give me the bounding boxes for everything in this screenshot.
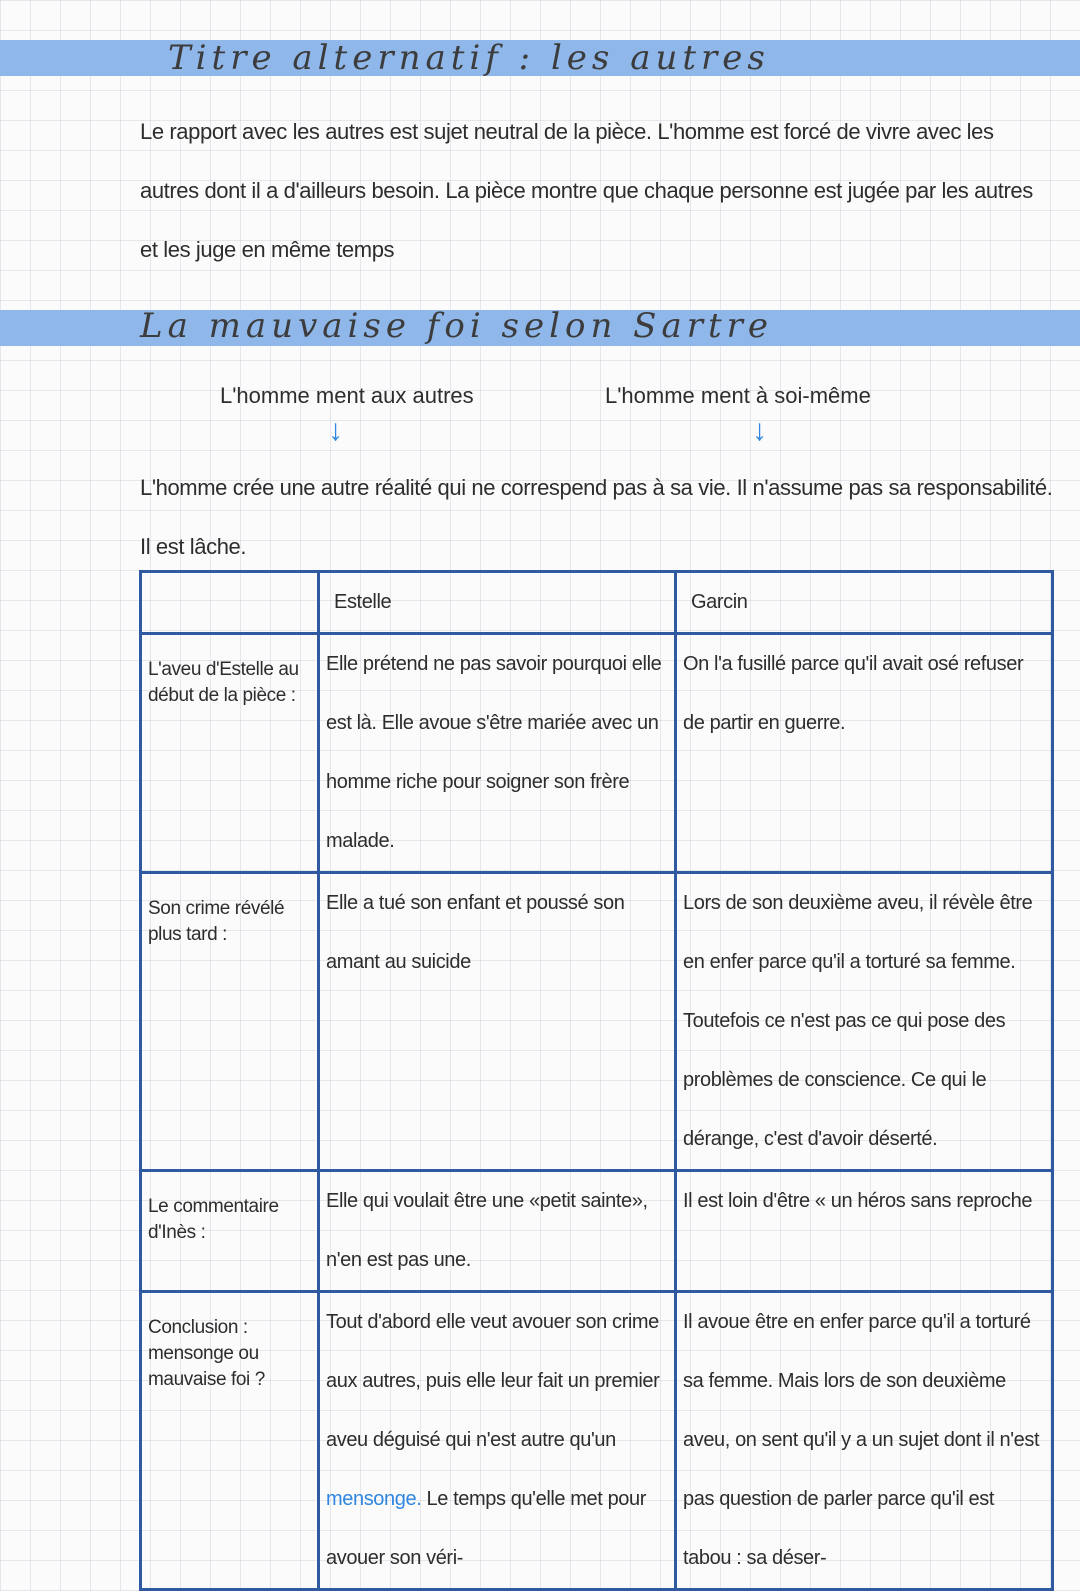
- row-label: Conclusion : mensonge ou mauvaise foi ?: [141, 1292, 319, 1590]
- row-label: Le commentaire d'Inès :: [141, 1171, 319, 1292]
- table-header-row: [141, 572, 1053, 634]
- paragraph-autres: Le rapport avec les autres est sujet neutral de la pièce. L'homme est forcé de vivre avec les autres dont il a d'ailleurs besoin. La pièce montre que chaque personne est jugée par les autres et les juge en même temps: [140, 119, 1033, 262]
- table-row: [141, 1171, 1053, 1292]
- paragraph-mauvaise-foi: L'homme crée une autre réalité qui ne correspend pas à sa vie. Il n'assume pas sa responsabilité. Il est lâche.: [140, 475, 1053, 559]
- branch-right-label: L'homme ment à soi-même: [605, 383, 871, 408]
- cell-estelle: Elle qui voulait être une «petit sainte», n'en est pas une.: [319, 1171, 676, 1292]
- cell-text: Tout d'abord elle veut avouer son crime aux autres, puis elle leur fait un premier aveu déguisé qui n'est autre qu'un: [326, 1311, 660, 1451]
- cell-estelle: Elle prétend ne pas savoir pourquoi elle est là. Elle avoue s'être mariée avec un homme riche pour soigner son frère malade.: [319, 634, 676, 873]
- cell-estelle: [319, 1292, 676, 1590]
- table-header-estelle: Estelle: [319, 572, 676, 634]
- section-title-autres: Titre alternatif : les autres: [168, 38, 770, 78]
- cell-text: Le temps qu'elle met pour avouer son véri-: [326, 1488, 647, 1569]
- section-title-mauvaise-foi: La mauvaise foi selon Sartre: [140, 306, 773, 346]
- cell-garcin: Lors de son deuxième aveu, il révèle être en enfer parce qu'il a torturé sa femme. Toutefois ce n'est pas ce qui pose des problèmes de conscience. Ce qui le dérange, c'est d'avoir déserté.: [676, 873, 1053, 1171]
- table-header-garcin: Garcin: [676, 572, 1053, 634]
- table-header-empty: [141, 572, 319, 634]
- table-row: [141, 634, 1053, 873]
- comparison-table: [139, 570, 1054, 1591]
- cell-estelle: Elle a tué son enfant et poussé son amant au suicide: [319, 873, 676, 1171]
- branch-left-label: L'homme ment aux autres: [220, 383, 474, 408]
- cell-garcin: On l'a fusillé parce qu'il avait osé refuser de partir en guerre.: [676, 634, 1053, 873]
- cell-garcin: Il est loin d'être « un héros sans reproche: [676, 1171, 1053, 1292]
- row-label: L'aveu d'Estelle au début de la pièce :: [141, 634, 319, 873]
- row-label: Son crime révélé plus tard :: [141, 873, 319, 1171]
- cell-garcin: Il avoue être en enfer parce qu'il a torturé sa femme. Mais lors de son deuxième aveu, on sent qu'il y a un sujet dont il n'est pas question de parler parce qu'il est tabou : sa déser-: [676, 1292, 1053, 1590]
- highlighted-word: mensonge.: [326, 1488, 422, 1510]
- table-row: [141, 873, 1053, 1171]
- arrow-down-icon: ↓: [328, 414, 343, 447]
- table-row: [141, 1292, 1053, 1590]
- arrow-down-icon: ↓: [752, 414, 767, 447]
